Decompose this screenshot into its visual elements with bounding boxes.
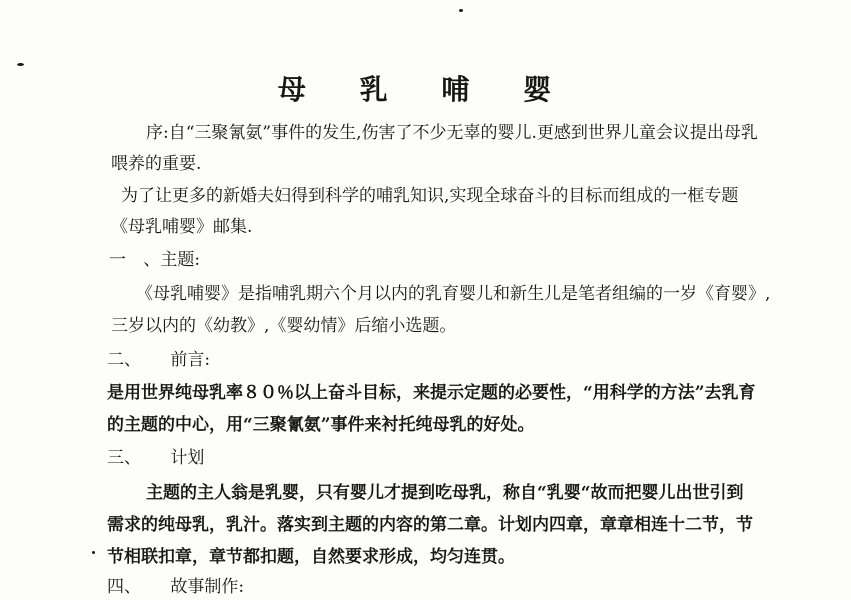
- section-heading-foreword: [107, 348, 210, 372]
- document-title: 母 乳 哺 婴: [277, 73, 574, 106]
- section-number: 三、: [107, 448, 141, 468]
- section-number: 四、: [107, 577, 141, 597]
- section-label: 、主题:: [143, 250, 201, 270]
- section-heading-plan: [107, 446, 204, 470]
- scan-speck: [459, 9, 463, 12]
- theme-line-1: 《母乳哺婴》是指哺乳期六个月以内的乳育婴儿和新生儿是笔者组编的一岁《育婴》,: [136, 284, 771, 304]
- section-label: 故事制作:: [170, 577, 245, 597]
- section-heading-theme: [109, 248, 200, 272]
- plan-line-3: 节相联扣章，章节都扣题，自然要求形成，均匀连贯。: [107, 547, 515, 567]
- intro-line-2: 《母乳哺婴》邮集.: [111, 217, 253, 237]
- preface-line-1: 序:自“三聚氰氨”事件的发生,伤害了不少无辜的婴儿.更感到世界儿童会议提出母乳: [146, 123, 758, 143]
- foreword-line-2: 的主题的中心，用“三聚氰氨”事件来衬托纯母乳的好处。: [107, 415, 535, 435]
- section-number: 一: [109, 250, 126, 270]
- preface-line-2: 喂养的重要.: [111, 154, 202, 174]
- plan-line-1: 主题的主人翁是乳婴，只有婴儿才提到吃母乳，称自“乳婴“故而把婴儿出世引到: [146, 483, 744, 503]
- plan-line-2: 需求的纯母乳，乳汁。落实到主题的内容的第二章。计划内四章，章章相连十二节，节: [107, 515, 753, 535]
- section-label: 前言:: [170, 350, 211, 370]
- theme-line-2: 三岁以内的《幼教》,《婴幼情》后缩小选题。: [111, 316, 457, 336]
- scan-speck: [17, 63, 24, 66]
- foreword-line-1: 是用世界纯母乳率８０％以上奋斗目标，来提示定题的必要性，“用科学的方法”去乳育: [107, 383, 756, 403]
- section-heading-story: [107, 575, 244, 599]
- intro-line-1: 为了让更多的新婚夫妇得到科学的哺乳知识,实现全球奋斗的目标而组成的一框专题: [121, 186, 739, 206]
- section-number: 二、: [107, 350, 141, 370]
- scan-speck: [92, 551, 95, 554]
- section-label: 计划: [170, 448, 205, 468]
